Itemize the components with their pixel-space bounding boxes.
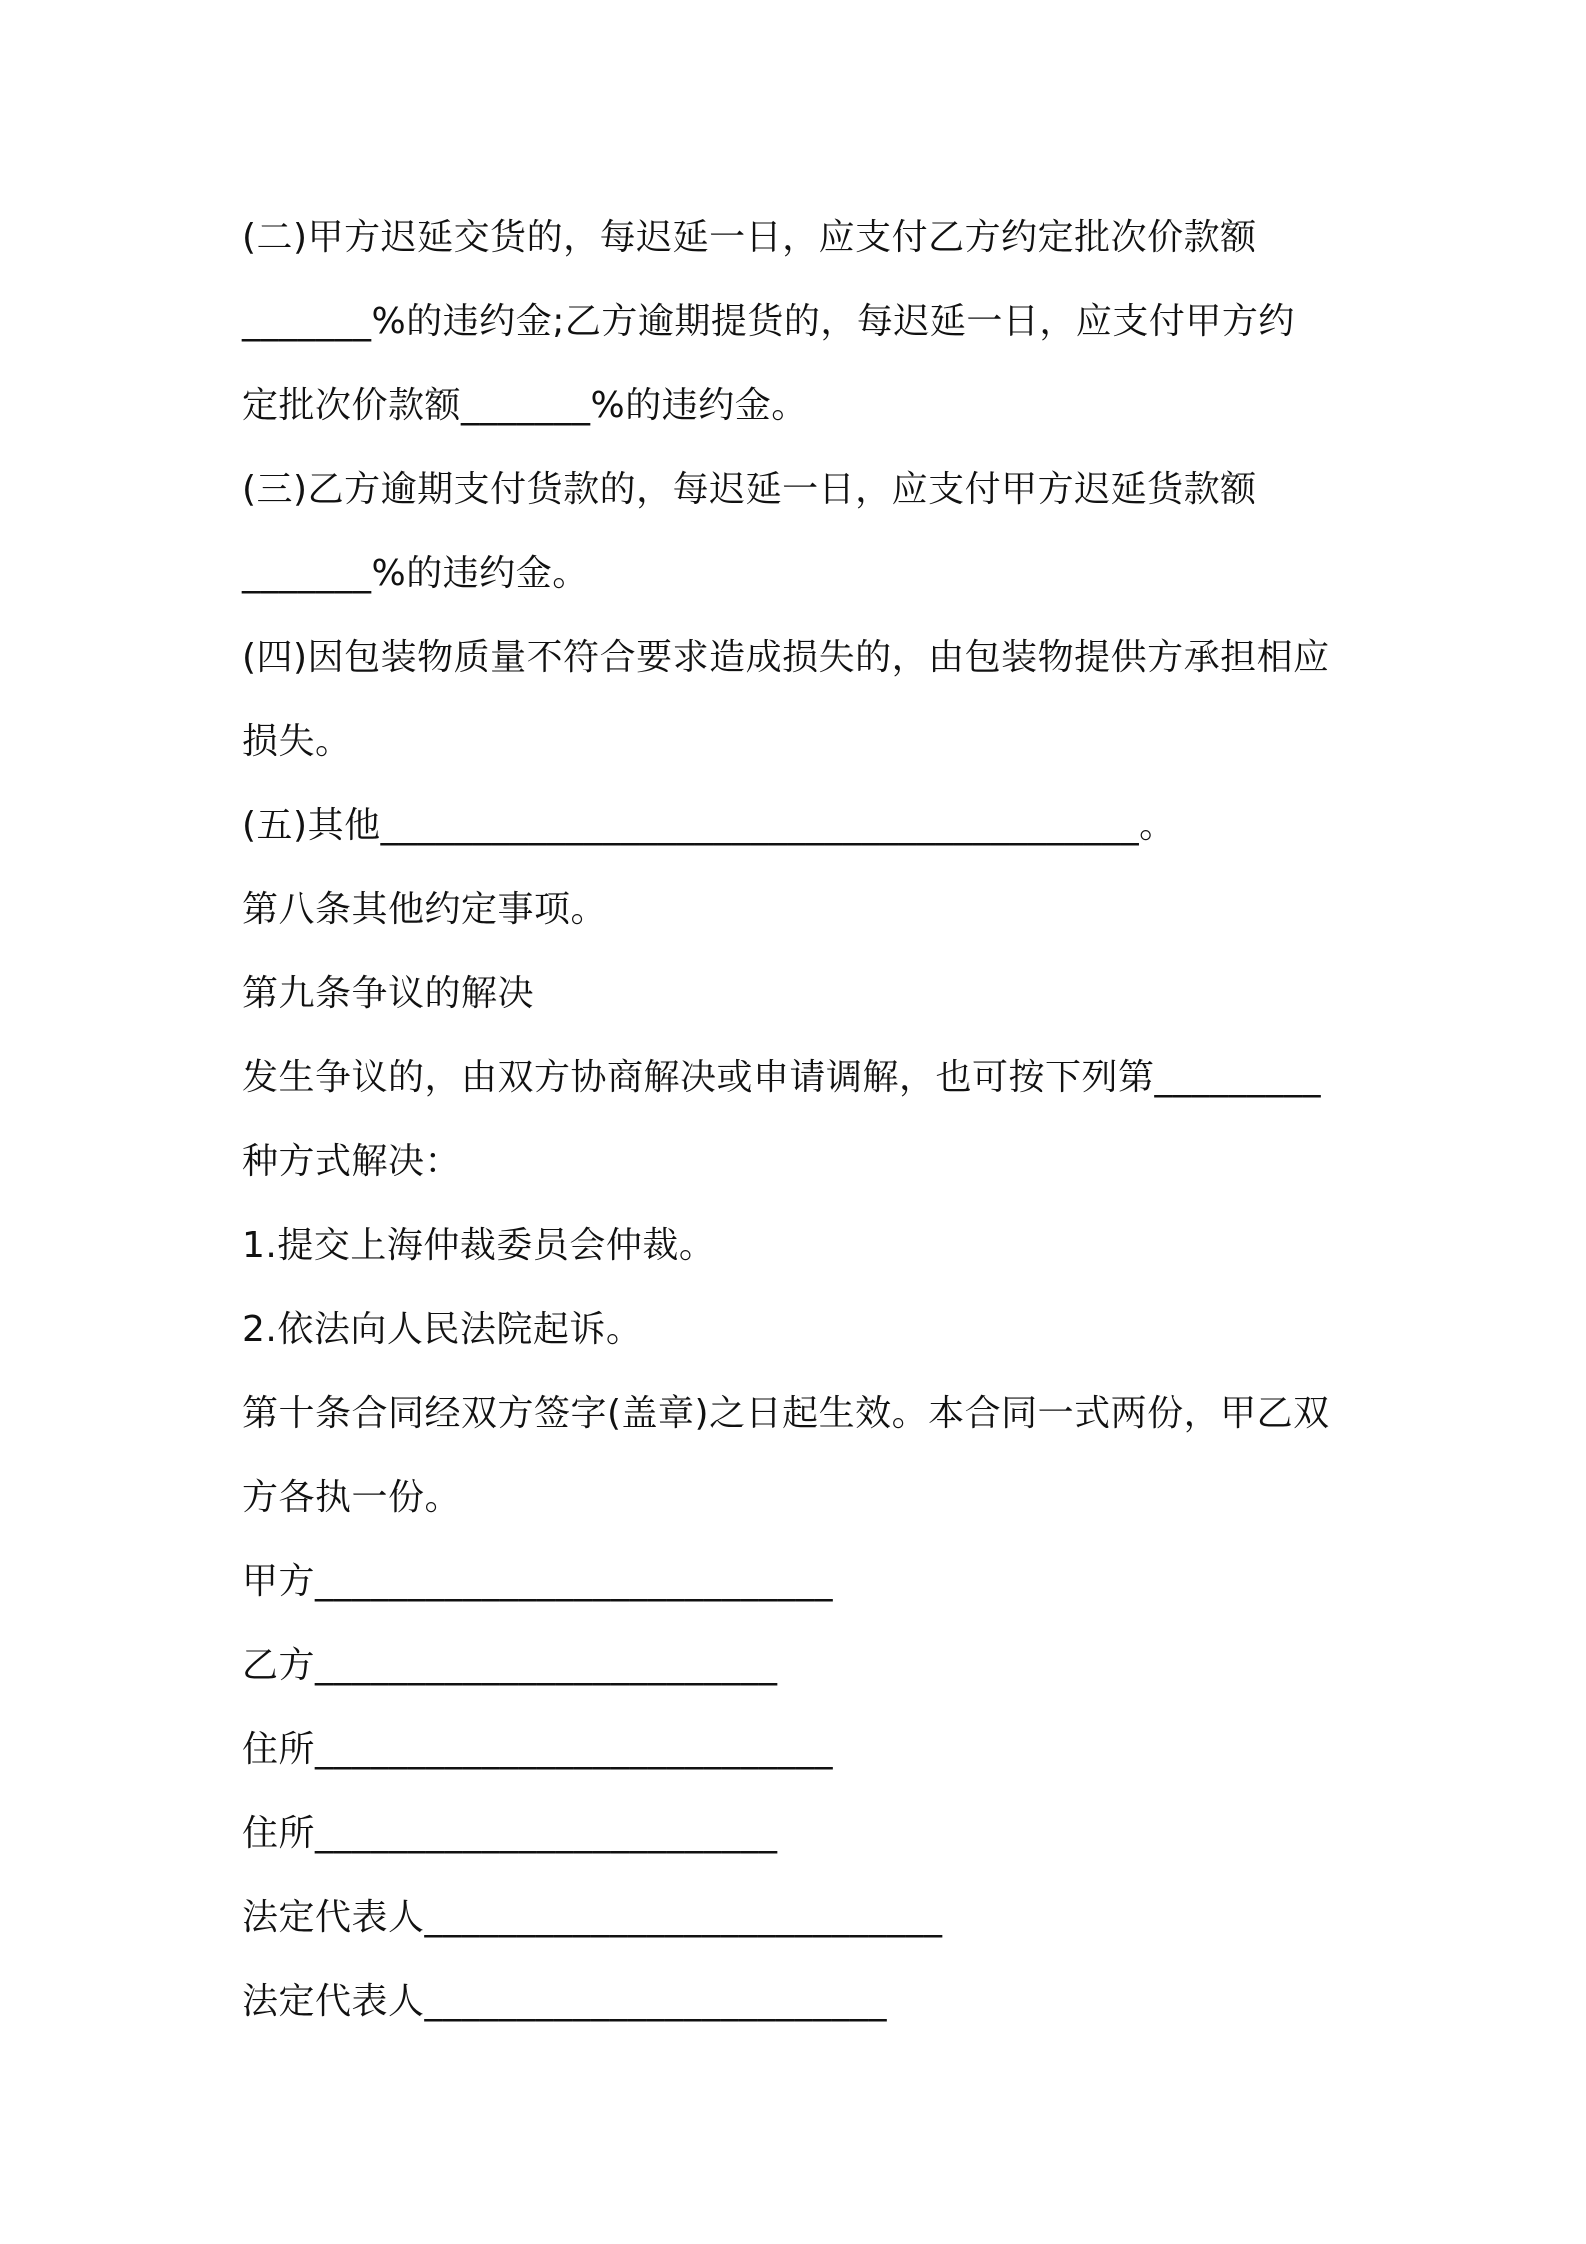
address-party-a: 住所____________________________	[242, 1729, 833, 1770]
signature-party-a: 甲方____________________________	[242, 1561, 833, 1602]
legal-rep-party-a: 法定代表人____________________________	[242, 1897, 943, 1938]
list-item-1: 1.提交上海仲裁委员会仲裁。	[242, 1225, 716, 1266]
address-party-b: 住所_________________________	[242, 1813, 778, 1854]
legal-rep-party-b: 法定代表人_________________________	[242, 1981, 888, 2022]
paragraph-line-8: (五)其他_________________________________________。	[242, 805, 1176, 846]
paragraph-line-12: 种方式解决：	[242, 1141, 462, 1182]
signature-party-b: 乙方_________________________	[242, 1645, 778, 1686]
paragraph-line-6: (四)因包装物质量不符合要求造成损失的，由包装物提供方承担相应	[242, 637, 1330, 678]
paragraph-line-4: (三)乙方逾期支付货款的，每迟延一日，应支付甲方迟延货款额	[242, 469, 1257, 510]
paragraph-line-2: _______%的违约金;乙方逾期提货的，每迟延一日，应支付甲方约	[242, 301, 1295, 342]
paragraph-line-1: (二)甲方迟延交货的，每迟延一日，应支付乙方约定批次价款额	[242, 217, 1257, 258]
paragraph-line-7: 损失。	[242, 721, 352, 762]
paragraph-line-11: 发生争议的，由双方协商解决或申请调解，也可按下列第_________	[242, 1057, 1322, 1098]
article-8-heading: 第八条其他约定事项。	[242, 889, 608, 930]
paragraph-line-5: _______%的违约金。	[242, 553, 589, 594]
list-item-2: 2.依法向人民法院起诉。	[242, 1309, 643, 1350]
paragraph-line-3: 定批次价款额_______%的违约金。	[242, 385, 808, 426]
article-9-heading: 第九条争议的解决	[242, 973, 535, 1014]
article-10-line-1: 第十条合同经双方签字(盖章)之日起生效。本合同一式两份，甲乙双	[242, 1393, 1330, 1434]
article-10-line-2: 方各执一份。	[242, 1477, 462, 1518]
document-body	[242, 196, 1362, 2044]
